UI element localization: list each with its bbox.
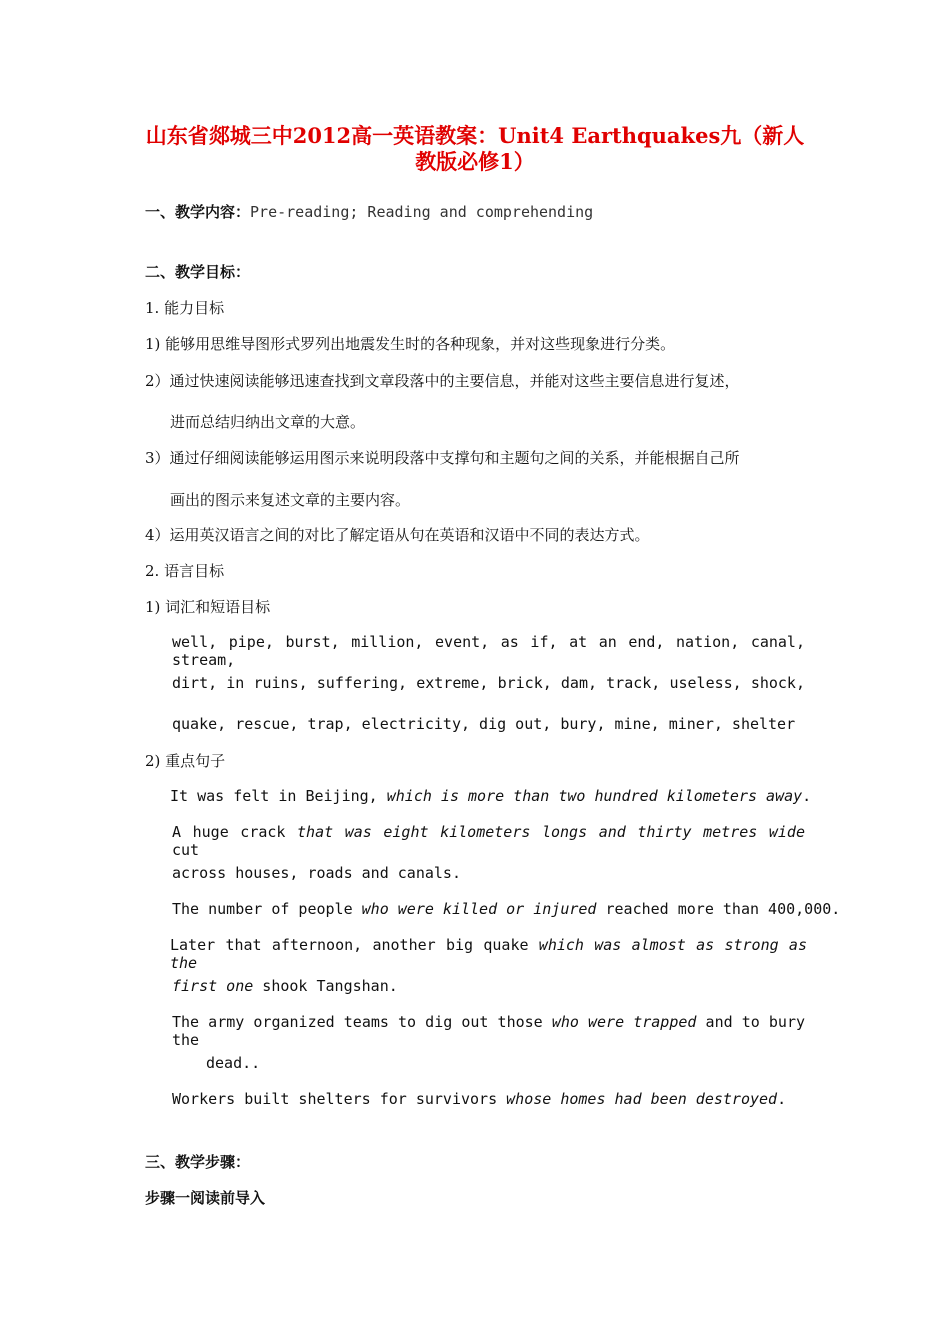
title-line-1: 山东省郯城三中2012高一英语教案：Unit4 Earthquakes九（新人 (145, 123, 805, 148)
key-sentence-2-line-1 (172, 823, 805, 859)
ability-item-2-line-1: 2）通过快速阅读能够迅速查找到文章段落中的主要信息，并能对这些主要信息进行复述， (145, 372, 740, 390)
section-1-label: 一、教学内容： (145, 203, 251, 221)
vocab-line-2: dirt, in ruins, suffering, extreme, brick, dam, track, useless, shock, (172, 674, 805, 692)
vocab-line-3: quake, rescue, trap, electricity, dig out, bury, mine, miner, shelter (172, 715, 796, 733)
sentence-text: . (802, 787, 812, 805)
clause-italic: first one (172, 977, 254, 995)
sentences-heading: 2) 重点句子 (145, 752, 226, 770)
clause-italic: whose homes had been destroyed (506, 1090, 778, 1108)
sentence-text: and to bury the (172, 1013, 806, 1049)
sentence-text: reached more than 400,000. (596, 900, 841, 918)
sentence-text: . (777, 1090, 787, 1108)
document-title (140, 123, 810, 175)
vocab-line-1: well, pipe, burst, million, event, as if, at an end, nation, canal, stream, (172, 633, 805, 669)
title-line-2: 教版必修1） (415, 149, 535, 174)
section-3-label: 三、教学步骤： (145, 1153, 251, 1171)
section-teaching-content (145, 201, 593, 222)
sentence-text: The army organized teams to dig out those (172, 1013, 552, 1031)
clause-italic: that was eight kilometers longs and thirty metres wide (297, 823, 805, 841)
section-2-label: 二、教学目标： (145, 263, 251, 281)
key-sentence-6 (172, 1090, 786, 1108)
ability-item-1: 1) 能够用思维导图形式罗列出地震发生时的各种现象，并对这些现象进行分类。 (145, 335, 676, 353)
clause-italic: who were killed or injured (361, 900, 597, 918)
key-sentence-5-line-2: dead.. (206, 1054, 261, 1072)
key-sentence-4-line-1 (170, 936, 807, 972)
language-heading: 2. 语言目标 (145, 562, 225, 580)
vocab-heading: 1) 词汇和短语目标 (145, 598, 271, 616)
ability-item-3-line-2: 画出的图示来复述文章的主要内容。 (170, 491, 411, 509)
key-sentence-5-line-1 (172, 1013, 805, 1049)
clause-italic: which is more than two hundred kilometers away (386, 787, 803, 805)
sentence-text: cut (172, 841, 200, 859)
sentence-text: Later that afternoon, another big quake (170, 936, 539, 954)
sentence-text: It was felt in Beijing, (170, 787, 387, 805)
clause-italic: which was almost as strong as the (170, 936, 807, 972)
sentence-text: A huge crack (172, 823, 298, 841)
step-1-heading: 步骤一阅读前导入 (145, 1189, 266, 1207)
sentence-text: shook Tangshan. (253, 977, 398, 995)
sentence-text: Workers built shelters for survivors (172, 1090, 507, 1108)
ability-heading: 1. 能力目标 (145, 299, 225, 317)
key-sentence-2-line-2: across houses, roads and canals. (172, 864, 461, 882)
ability-item-3-line-1: 3）通过仔细阅读能够运用图示来说明段落中支撑句和主题句之间的关系，并能根据自己所 (145, 449, 740, 467)
clause-italic: who were trapped (551, 1013, 697, 1031)
key-sentence-3 (172, 900, 840, 918)
key-sentence-4-line-2 (172, 977, 398, 995)
sentence-text: The number of people (172, 900, 362, 918)
key-sentence-1 (170, 787, 811, 805)
ability-item-4: 4）运用英汉语言之间的对比了解定语从句在英语和汉语中不同的表达方式。 (145, 526, 650, 544)
ability-item-2-line-2: 进而总结归纳出文章的大意。 (170, 413, 366, 431)
section-1-text: Pre-reading; Reading and comprehending (250, 203, 594, 221)
